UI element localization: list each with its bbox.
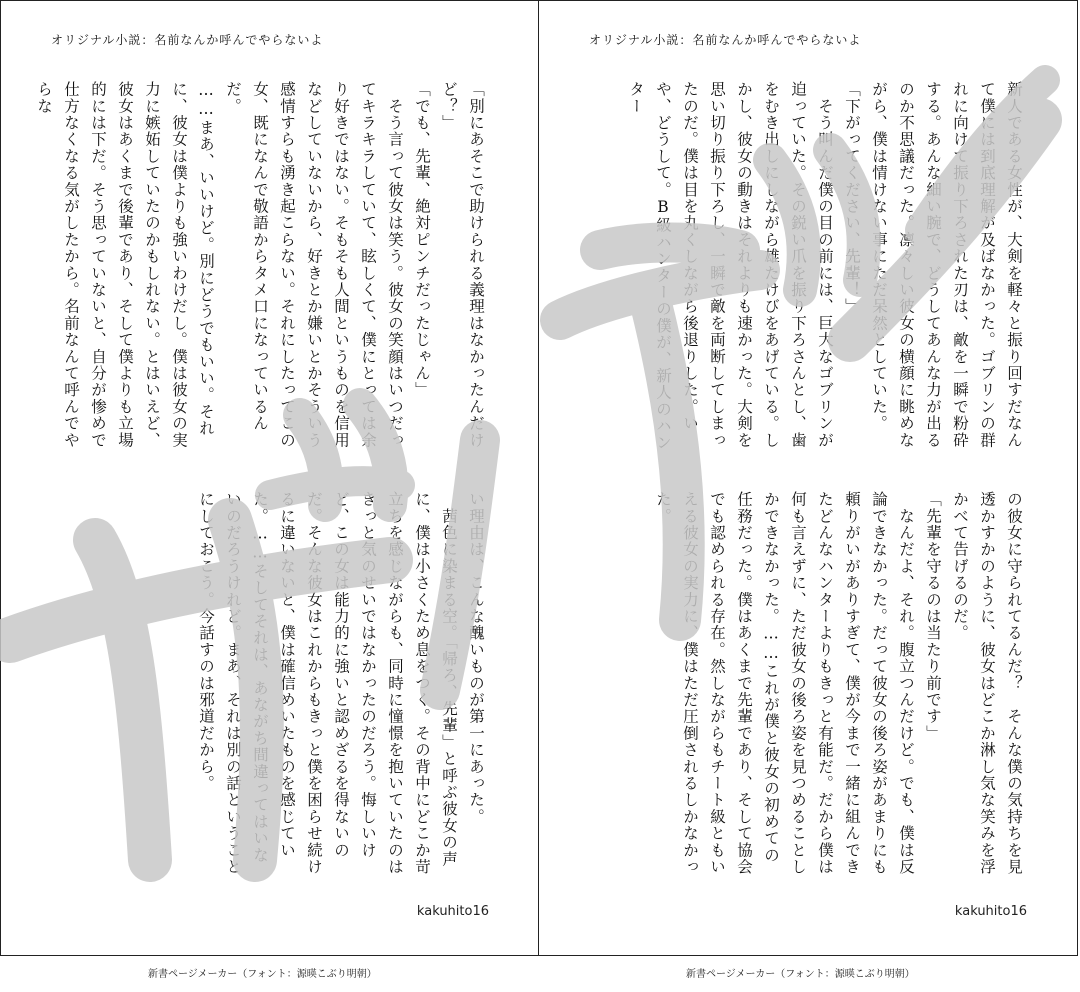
paragraph: い理由は、こんな醜いものが第一にあった。: [467, 491, 485, 825]
author-name: kakuhito16: [416, 904, 489, 919]
right-page: [538, 0, 1078, 956]
right-upper-text: [579, 81, 1027, 461]
paragraph: 新人である女性が、大剣を軽々と振り回すだなんて僕には到底理解が及ばなかった。ゴブリンの群れに向けて振り下ろされた刃は、敵を一瞬で粉砕する。あんな細い腕で、どうしてあんな力が出るのか不思議だった。凛々しい彼女の横顔に眺めながら、僕は情けない事にただ呆然としていた。: [870, 81, 1023, 449]
author-name: kakuhito16: [954, 904, 1027, 919]
paragraph: そう言って彼女は笑う。彼女の笑顔はいつだってキラキラしていて、眩しくて、僕にとっては余り好きではない。そもそも人間というものを信用などしていないから、好きとか嫌いとかそういう感情すらも湧き起こらない。それにしたってこの女、既になんで敬語からタメ口になっているんだ。: [224, 81, 404, 449]
paragraph: 「下がってください、先輩！」: [843, 81, 861, 315]
paragraph: 「先輩を守るのは当たり前です」: [924, 491, 942, 742]
left-page: [0, 0, 540, 956]
page-header: オリジナル小説：名前なんか呼んでやらないよ: [51, 33, 324, 47]
footer-credit: 新書ページメーカー（フォント：源暎こぶり明朝）: [686, 969, 915, 980]
paragraph: 「別にあそこで助けられる義理はなかったんだけど？」: [440, 81, 485, 449]
footer-credit: 新書ページメーカー（フォント：源暎こぶり明朝）: [148, 969, 377, 980]
paragraph: そう叫んだ僕の目の前には、巨大なゴブリンが迫っていた。その鋭い爪を振り下ろさんとし、歯をむき出しにしながら雄たけびをあげている。しかし、彼女の動きはそれよりも速かった。大剣を思い切り振り下ろし、一瞬で敵を両断してしまったのだ。僕は目を丸くしながら後退りした。いや、どうして。B級ハンターの僕が、新人のハンター: [627, 81, 834, 451]
left-upper-text: [35, 81, 489, 461]
paragraph: 「でも、先輩、絶対ピンチだったじゃん」: [413, 81, 431, 399]
paragraph: 茜色に染まる空。「帰ろ、先輩」と呼ぶ彼女の声に、僕は小さくため息をつく。その背中にどこか苛立ちを感じながらも、同時に憧憬を抱いていたのはきっと気のせいではなかったのだろう。悔しいけど、この女は能力的に強いと認めざるを得ないのだ。そんな彼女はこれからもきっと僕を困らせ続けるに違いないと、僕は確信めいたものを感じていた。……そしてそれは、あながち間違ってはいないのだろうけれど。まあ、それは別の話ということにしておこう。今話すのは邪道だから。: [197, 491, 458, 876]
paragraph: なんだよ、それ。腹立つんだけど。でも、僕は反論できなかった。だって彼女の後ろ姿があまりにも頼りがいがありすぎて、僕が今まで一緒に組んできたどんなハンターよりもきっと有能だ。だから僕は何も言えずに、ただ彼女の後ろ姿を見つめることしかできなかった。……これが僕と彼女の初めての任務だった。僕はあくまで先輩であり、そして協会でも認められる存在。然しながらもチート級ともいえる彼女の実力に、僕はただ圧倒されるしかなかった。: [654, 491, 915, 876]
left-lower-text: [41, 491, 489, 876]
right-lower-text: [579, 491, 1027, 876]
paragraph: ……まあ、いいけど。別にどうでもいい。それに、彼女は僕よりも強いわけだし。僕は彼女の実力に嫉妬していたのかもしれない。とはいえど、彼女はあくまで後輩であり、そして僕よりも立場的には下だ。そう思っていないと、自分が惨めで仕方なくなる気がしたから。名前なんて呼んでやらな: [35, 81, 215, 449]
page-header: オリジナル小説：名前なんか呼んでやらないよ: [589, 33, 862, 47]
paragraph: の彼女に守られてるんだ？ そんな僕の気持ちを見透かすかのように、彼女はどこか淋し気な笑みを浮かべて告げるのだ。: [951, 491, 1023, 876]
